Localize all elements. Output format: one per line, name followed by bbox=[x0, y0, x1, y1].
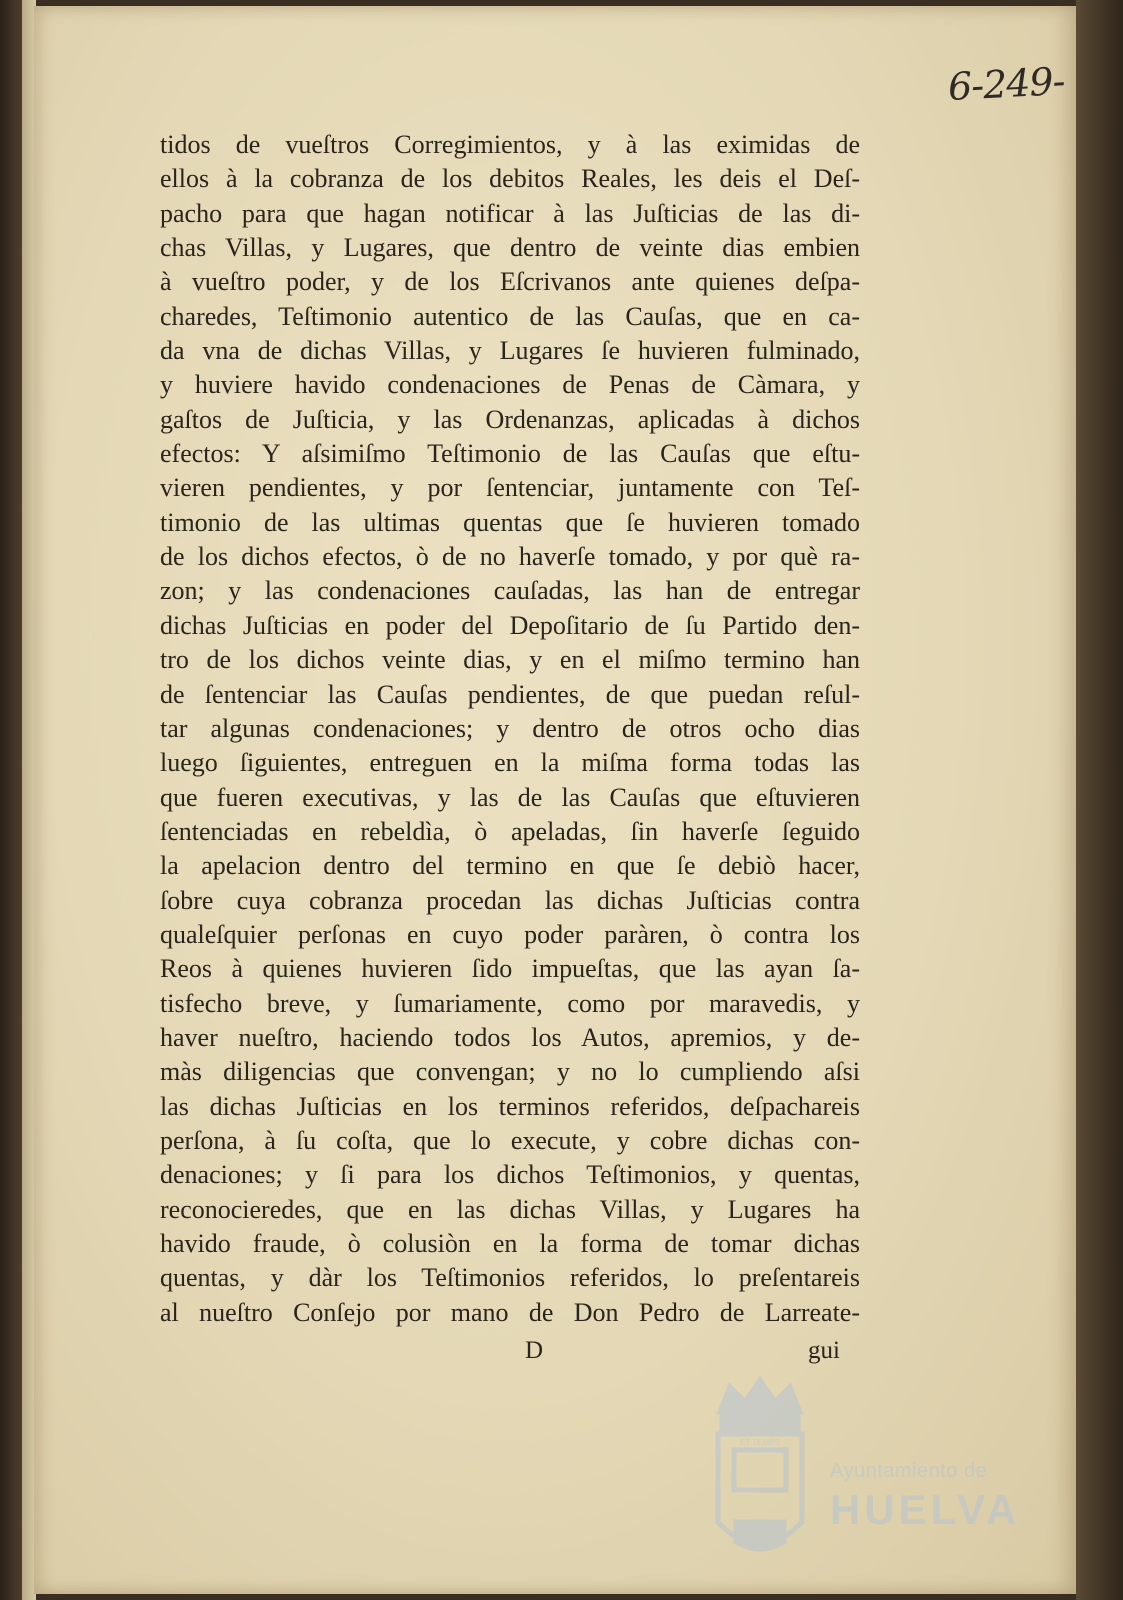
signature-mark: D bbox=[525, 1337, 544, 1364]
text-line: perſona, à ſu coſta, que lo execute, y cobre dichas con- bbox=[160, 1125, 860, 1155]
watermark-line2: HUELVA bbox=[830, 1486, 1021, 1533]
scan-background-right bbox=[1076, 0, 1123, 1600]
text-line: que fueren executivas, y las de las Cauſas que eſtuvieren bbox=[160, 782, 860, 812]
text-line: tro de los dichos veinte dias, y en el miſmo termino han bbox=[160, 645, 860, 675]
huelva-watermark bbox=[700, 1372, 1040, 1572]
text-line: tar algunas condenaciones; y dentro de otros ocho dias bbox=[160, 713, 860, 743]
text-line: màs diligencias que convengan; y no lo cumpliendo aſsi bbox=[160, 1057, 860, 1087]
text-line: haver nueſtro, haciendo todos los Autos, apremios, y de- bbox=[160, 1022, 860, 1052]
text-line: la apelacion dentro del termino en que ſe debiò hacer, bbox=[160, 851, 860, 881]
text-line: efectos: Y aſsimiſmo Teſtimonio de las Cauſas que eſtu- bbox=[160, 439, 860, 469]
text-line: de ſentenciar las Cauſas pendientes, de que puedan reſul- bbox=[160, 679, 860, 709]
text-line: quentas, y dàr los Teſtimonios referidos, lo preſentareis bbox=[160, 1263, 860, 1293]
text-line: las dichas Juſticias en los terminos referidos, deſpachareis bbox=[160, 1091, 860, 1121]
text-line: al nueſtro Conſejo por mano de Don Pedro de Larreate- bbox=[160, 1297, 860, 1327]
folio-number: 6-249- bbox=[946, 58, 1066, 110]
text-line: havido fraude, ò colusiòn en la forma de tomar dichas bbox=[160, 1229, 860, 1258]
text-line: reconocieredes, que en las dichas Villas, y Lugares ha bbox=[160, 1194, 860, 1224]
text-line: ſobre cuya cobranza procedan las dichas Juſticias contra bbox=[160, 885, 860, 915]
text-line: tisfecho breve, y ſumariamente, como por maravedis, y bbox=[160, 988, 860, 1018]
watermark-line1: Ayuntamiento de bbox=[830, 1460, 988, 1482]
body-text bbox=[160, 128, 860, 1330]
text-line: vieren pendientes, y por ſentenciar, juntamente con Teſ- bbox=[160, 473, 860, 503]
text-line: luego ſiguientes, entreguen en la miſma forma todas las bbox=[160, 748, 860, 778]
text-line: y huviere havido condenaciones de Penas de Càmara, y bbox=[160, 370, 860, 400]
text-line: de los dichos efectos, ò de no haverſe tomado, y por què ra- bbox=[160, 542, 860, 572]
text-line: Reos à quienes huvieren ſido impueſtas, que las ayan ſa- bbox=[160, 954, 860, 984]
text-line: zon; y las condenaciones cauſadas, las han de entregar bbox=[160, 576, 860, 606]
text-line: charedes, Teſtimonio autentico de las Cauſas, que en ca- bbox=[160, 301, 860, 331]
text-line: da vna de dichas Villas, y Lugares ſe huvieren fulminado, bbox=[160, 336, 860, 366]
text-line: timonio de las ultimas quentas que ſe huvieren tomado bbox=[160, 507, 860, 537]
text-line: qualeſquier perſonas en cuyo poder paràren, ò contra los bbox=[160, 919, 860, 949]
text-line: chas Villas, y Lugares, que dentro de veinte dias embien bbox=[160, 233, 860, 263]
text-line: dichas Juſticias en poder del Depoſitario de ſu Partido den- bbox=[160, 610, 860, 640]
text-line: à vueſtro poder, y de los Eſcrivanos ante quienes deſpa- bbox=[160, 267, 860, 297]
text-line: gaſtos de Juſticia, y las Ordenanzas, aplicadas à dichos bbox=[160, 404, 860, 434]
seal-band-text: ET TEMPS bbox=[740, 1438, 780, 1447]
text-line: ellos à la cobranza de los debitos Reales, les deis el Deſ- bbox=[160, 164, 860, 194]
catchword: gui bbox=[808, 1337, 840, 1364]
text-line: denaciones; y ſi para los dichos Teſtimonios, y quentas, bbox=[160, 1160, 860, 1190]
coat-of-arms-icon bbox=[700, 1372, 820, 1572]
text-line: ſentenciadas en rebeldìa, ò apeladas, ſin haverſe ſeguido bbox=[160, 816, 860, 846]
text-line: tidos de vueſtros Corregimientos, y à las eximidas de bbox=[160, 130, 860, 159]
text-line: pacho para que hagan notificar à las Juſticias de las di- bbox=[160, 198, 860, 228]
